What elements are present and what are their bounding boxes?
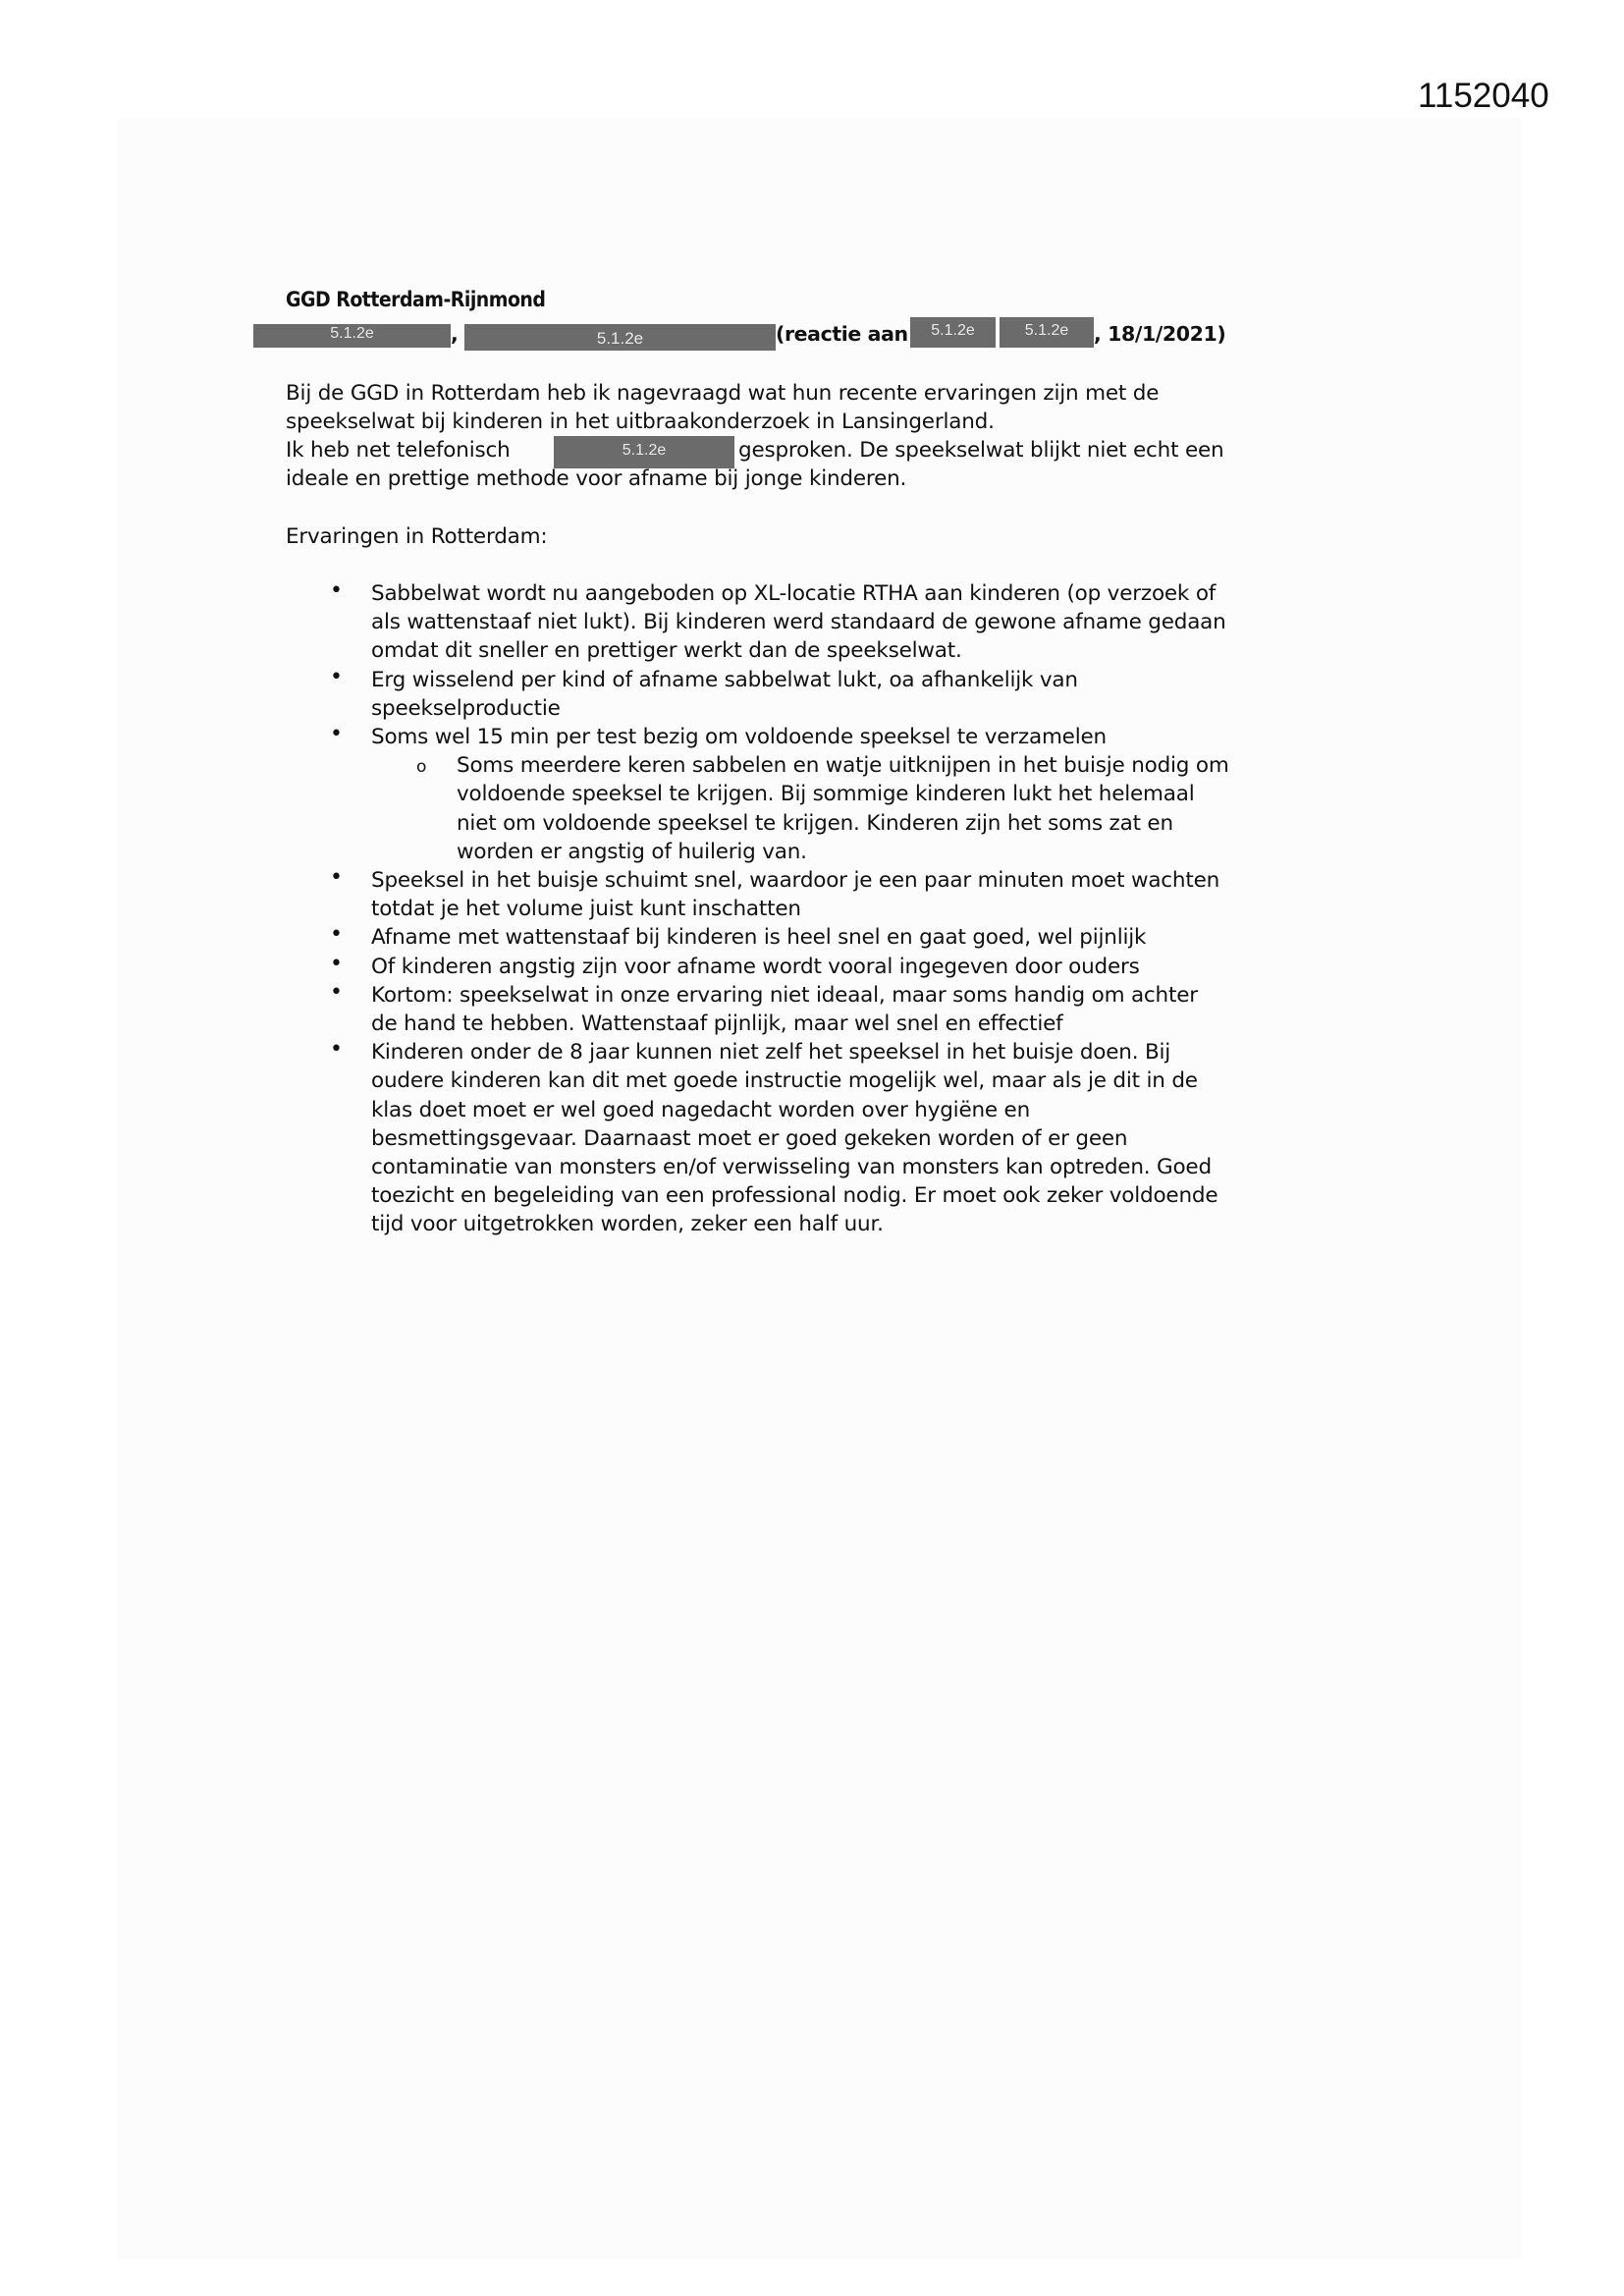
list-item-line: Erg wisselend per kind of afname sabbelwat lukt, oa afhankelijk van	[371, 667, 1078, 692]
sub-list-item-line: worden er angstig of huilerig van.	[457, 839, 807, 864]
sub-list-item-line: Soms meerdere keren sabbelen en watje uitknijpen in het buisje nodig om	[457, 753, 1229, 779]
list-item-line: Afname met wattenstaaf bij kinderen is heel snel en gaat goed, wel pijnlijk	[371, 925, 1147, 951]
bullet-icon: •	[330, 951, 343, 976]
reactie-text: (reactie aan	[776, 322, 908, 346]
list-item-line: speekselproductie	[371, 695, 561, 721]
intro-line: speekselwat bij kinderen in het uitbraakonderzoek in Lansingerland.	[286, 410, 995, 434]
sub-bullet-icon: o	[416, 757, 427, 778]
intro-line: Bij de GGD in Rotterdam heb ik nagevraagd wat hun recente ervaringen zijn met de	[286, 381, 1160, 406]
list-item-line: totdat je het volume juist kunt inschatten	[371, 897, 801, 922]
list-item-line: klas doet moet er wel goed nagedacht worden over hygiëne en	[371, 1097, 1031, 1122]
list-item-line: besmettingsgevaar. Daarnaast moet er goed gekeken worden of er geen	[371, 1125, 1128, 1151]
intro-line: ideale en prettige methode voor afname bij jonge kinderen.	[286, 466, 907, 491]
bullet-icon: •	[330, 722, 343, 746]
organization-heading: GGD Rotterdam-Rijnmond	[286, 288, 546, 311]
date-text: , 18/1/2021)	[1094, 322, 1226, 346]
intro-line: Ik heb net telefonisch	[286, 438, 511, 463]
list-item-line: oudere kinderen kan dit met goede instructie mogelijk wel, maar als je dit in de	[371, 1068, 1198, 1094]
bullet-icon: •	[330, 922, 343, 948]
list-item-line: omdat dit sneller en prettiger werkt dan de speekselwat.	[371, 638, 962, 664]
list-item-line: Kinderen onder de 8 jaar kunnen niet zelf het speeksel in het buisje doen. Bij	[371, 1040, 1171, 1066]
redaction-box: 5.1.2e	[554, 436, 734, 468]
list-item-line: Of kinderen angstig zijn voor afname wordt vooral ingegeven door ouders	[371, 954, 1140, 979]
separator: ,	[451, 322, 459, 346]
section-heading: Ervaringen in Rotterdam:	[286, 524, 548, 549]
sub-list-item-line: niet om voldoende speeksel te krijgen. Kinderen zijn het soms zat en	[457, 810, 1173, 836]
redaction-box: 5.1.2e	[910, 317, 996, 348]
list-item-line: Sabbelwat wordt nu aangeboden op XL-locatie RTHA aan kinderen (op verzoek of	[371, 581, 1217, 606]
list-item-line: de hand te hebben. Wattenstaaf pijnlijk, maar wel snel en effectief	[371, 1011, 1063, 1036]
bullet-icon: •	[330, 979, 343, 1005]
sub-list-item-line: voldoende speeksel te krijgen. Bij sommige kinderen lukt het helemaal	[457, 782, 1195, 807]
redaction-box: 5.1.2e	[1000, 317, 1094, 348]
list-item-line: tijd voor uitgetrokken worden, zeker een half uur.	[371, 1212, 884, 1237]
redaction-box: 5.1.2e	[253, 324, 451, 348]
list-item-line: Speeksel in het buisje schuimt snel, waardoor je een paar minuten moet wachten	[371, 868, 1220, 893]
intro-line: gesproken. De speekselwat blijkt niet echt een	[738, 438, 1224, 463]
list-item-line: als wattenstaaf niet lukt). Bij kinderen werd standaard de gewone afname gedaan	[371, 610, 1226, 635]
redaction-box: 5.1.2e	[464, 324, 776, 351]
list-item-line: toezicht en begeleiding van een professional nodig. Er moet ook zeker voldoende	[371, 1183, 1218, 1209]
bullet-icon: •	[330, 865, 343, 890]
list-item-line: Kortom: speekselwat in onze ervaring niet ideaal, maar soms handig om achter	[371, 982, 1198, 1008]
document-number: 1152040	[1418, 77, 1549, 115]
bullet-icon: •	[330, 1037, 343, 1063]
bullet-icon: •	[330, 578, 343, 603]
list-item-line: Soms wel 15 min per test bezig om voldoende speeksel te verzamelen	[371, 725, 1107, 749]
bullet-icon: •	[330, 664, 343, 689]
list-item-line: contaminatie van monsters en/of verwisseling van monsters kan optreden. Goed	[371, 1155, 1212, 1179]
